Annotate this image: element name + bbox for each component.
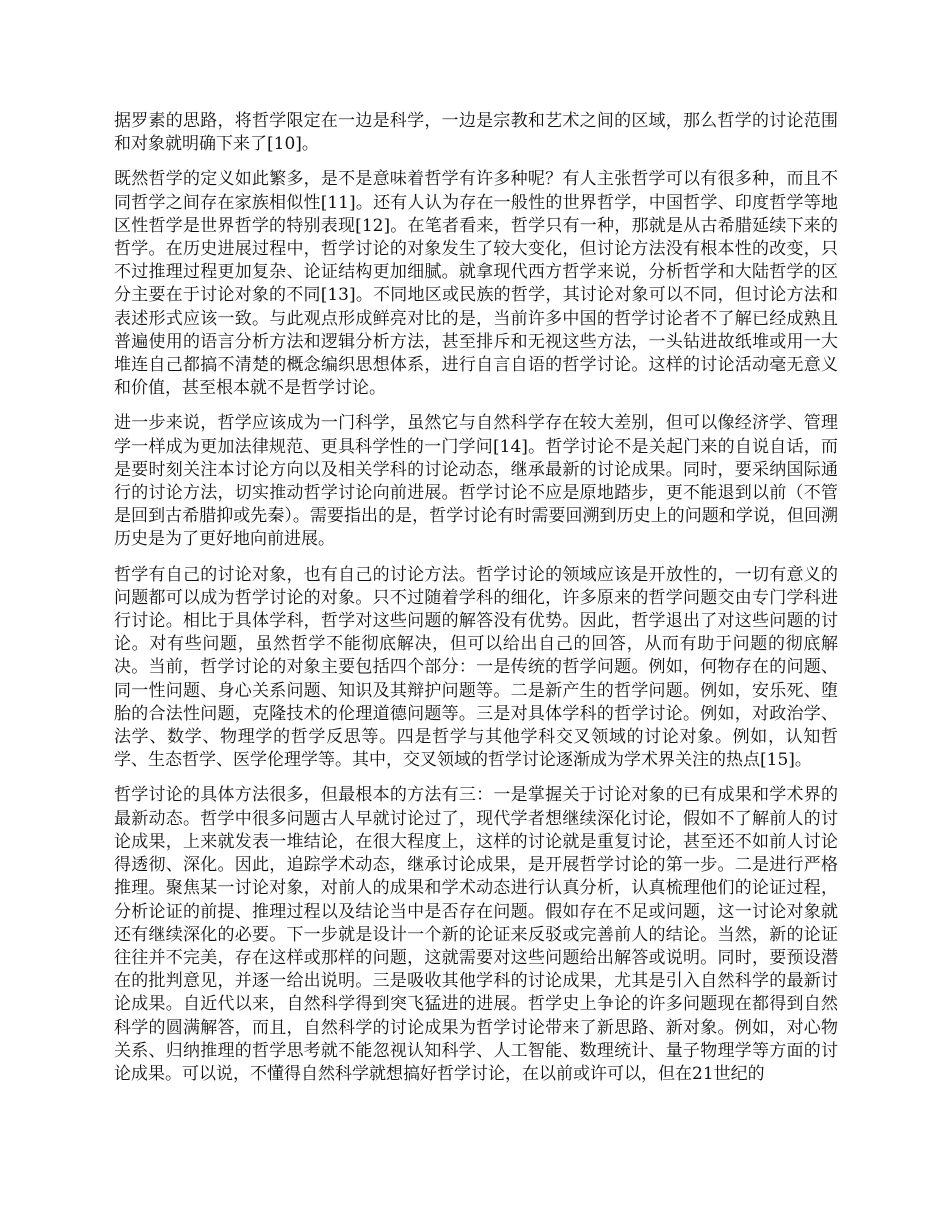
- paragraph: 哲学讨论的具体方法很多，但最根本的方法有三：一是掌握关于讨论对象的已有成果和学术界的最新动态。哲学中很多问题古人早就讨论过了，现代学者想继续深化讨论，假如不了解前人的讨论成果，上来就发表一堆结论，在很大程度上，这样的讨论就是重复讨论，甚至还不如前人讨论得透彻、深化。因此，追踪学术动态，继承讨论成果，是开展哲学讨论的第一步。二是进行严格推理。聚焦某一讨论对象，对前人的成果和学术动态进行认真分析，认真梳理他们的论证过程，分析论证的前提、推理过程以及结论当中是否存在问题。假如存在不足或问题，这一讨论对象就还有继续深化的必要。下一步就是设计一个新的论证来反驳或完善前人的结论。当然，新的论证往往并不完美，存在这样或那样的问题，这就需要对这些问题给出解答或说明。同时，要预设潜在的批判意见，并逐一给出说明。三是吸收其他学科的讨论成果，尤其是引入自然科学的最新讨论成果。自近代以来，自然科学得到突飞猛进的进展。哲学史上争论的许多问题现在都得到自然科学的圆满解答，而且，自然科学的讨论成果为哲学讨论带来了新思路、新对象。例如，对心物关系、归纳推理的哲学思考就不能忽视认知科学、人工智能、数理统计、量子物理学等方面的讨论成果。可以说，不懂得自然科学就想搞好哲学讨论，在以前或许可以，但在21世纪的: [114, 785, 838, 1084]
- paragraph: 据罗素的思路，将哲学限定在一边是科学，一边是宗教和艺术之间的区域，那么哲学的讨论范围和对象就明确下来了[10]。: [114, 111, 838, 155]
- paragraph: 既然哲学的定义如此繁多，是不是意味着哲学有许多种呢？有人主张哲学可以有很多种，而且不同哲学之间存在家族相似性[11]。还有人认为存在一般性的世界哲学，中国哲学、印度哲学等地区性哲学是世界哲学的特别表现[12]。在笔者看来，哲学只有一种，那就是从古希腊延续下来的哲学。在历史进展过程中，哲学讨论的对象发生了较大变化，但讨论方法没有根本性的改变，只不过推理过程更加复杂、论证结构更加细腻。就拿现代西方哲学来说，分析哲学和大陆哲学的区分主要在于讨论对象的不同[13]。不同地区或民族的哲学，其讨论对象可以不同，但讨论方法和表述形式应该一致。与此观点形成鲜亮对比的是，当前许多中国的哲学讨论者不了解已经成熟且普遍使用的语言分析方法和逻辑分析方法，甚至排斥和无视这些方法，一头钻进故纸堆或用一大堆连自己都搞不清楚的概念编织思想体系，进行自言自语的哲学讨论。这样的讨论活动毫无意义和价值，甚至根本就不是哲学讨论。: [114, 169, 838, 399]
- document-body: [114, 110, 838, 1098]
- paragraph: 进一步来说，哲学应该成为一门科学，虽然它与自然科学存在较大差别，但可以像经济学、管理学一样成为更加法律规范、更具科学性的一门学问[14]。哲学讨论不是关起门来的自说自话，而是要时刻关注本讨论方向以及相关学科的讨论动态，继承最新的讨论成果。同时，要采纳国际通行的讨论方法，切实推动哲学讨论向前进展。哲学讨论不应是原地踏步，更不能退到以前（不管是回到古希腊抑或先秦）。需要指出的是，哲学讨论有时需要回溯到历史上的问题和学说，但回溯历史是为了更好地向前进展。: [114, 413, 838, 550]
- paragraph: 哲学有自己的讨论对象，也有自己的讨论方法。哲学讨论的领域应该是开放性的，一切有意义的问题都可以成为哲学讨论的对象。只不过随着学科的细化，许多原来的哲学问题交由专门学科进行讨论。相比于具体学科，哲学对这些问题的解答没有优势。因此，哲学退出了对这些问题的讨论。对有些问题，虽然哲学不能彻底解决，但可以给出自己的回答，从而有助于问题的彻底解决。当前，哲学讨论的对象主要包括四个部分：一是传统的哲学问题。例如，何物存在的问题、同一性问题、身心关系问题、知识及其辩护问题等。二是新产生的哲学问题。例如，安乐死、堕胎的合法性问题，克隆技术的伦理道德问题等。三是对具体学科的哲学讨论。例如，对政治学、法学、数学、物理学的哲学反思等。四是哲学与其他学科交叉领域的讨论对象。例如，认知哲学、生态哲学、医学伦理学等。其中，交叉领域的哲学讨论逐渐成为学术界关注的热点[15]。: [114, 564, 838, 771]
